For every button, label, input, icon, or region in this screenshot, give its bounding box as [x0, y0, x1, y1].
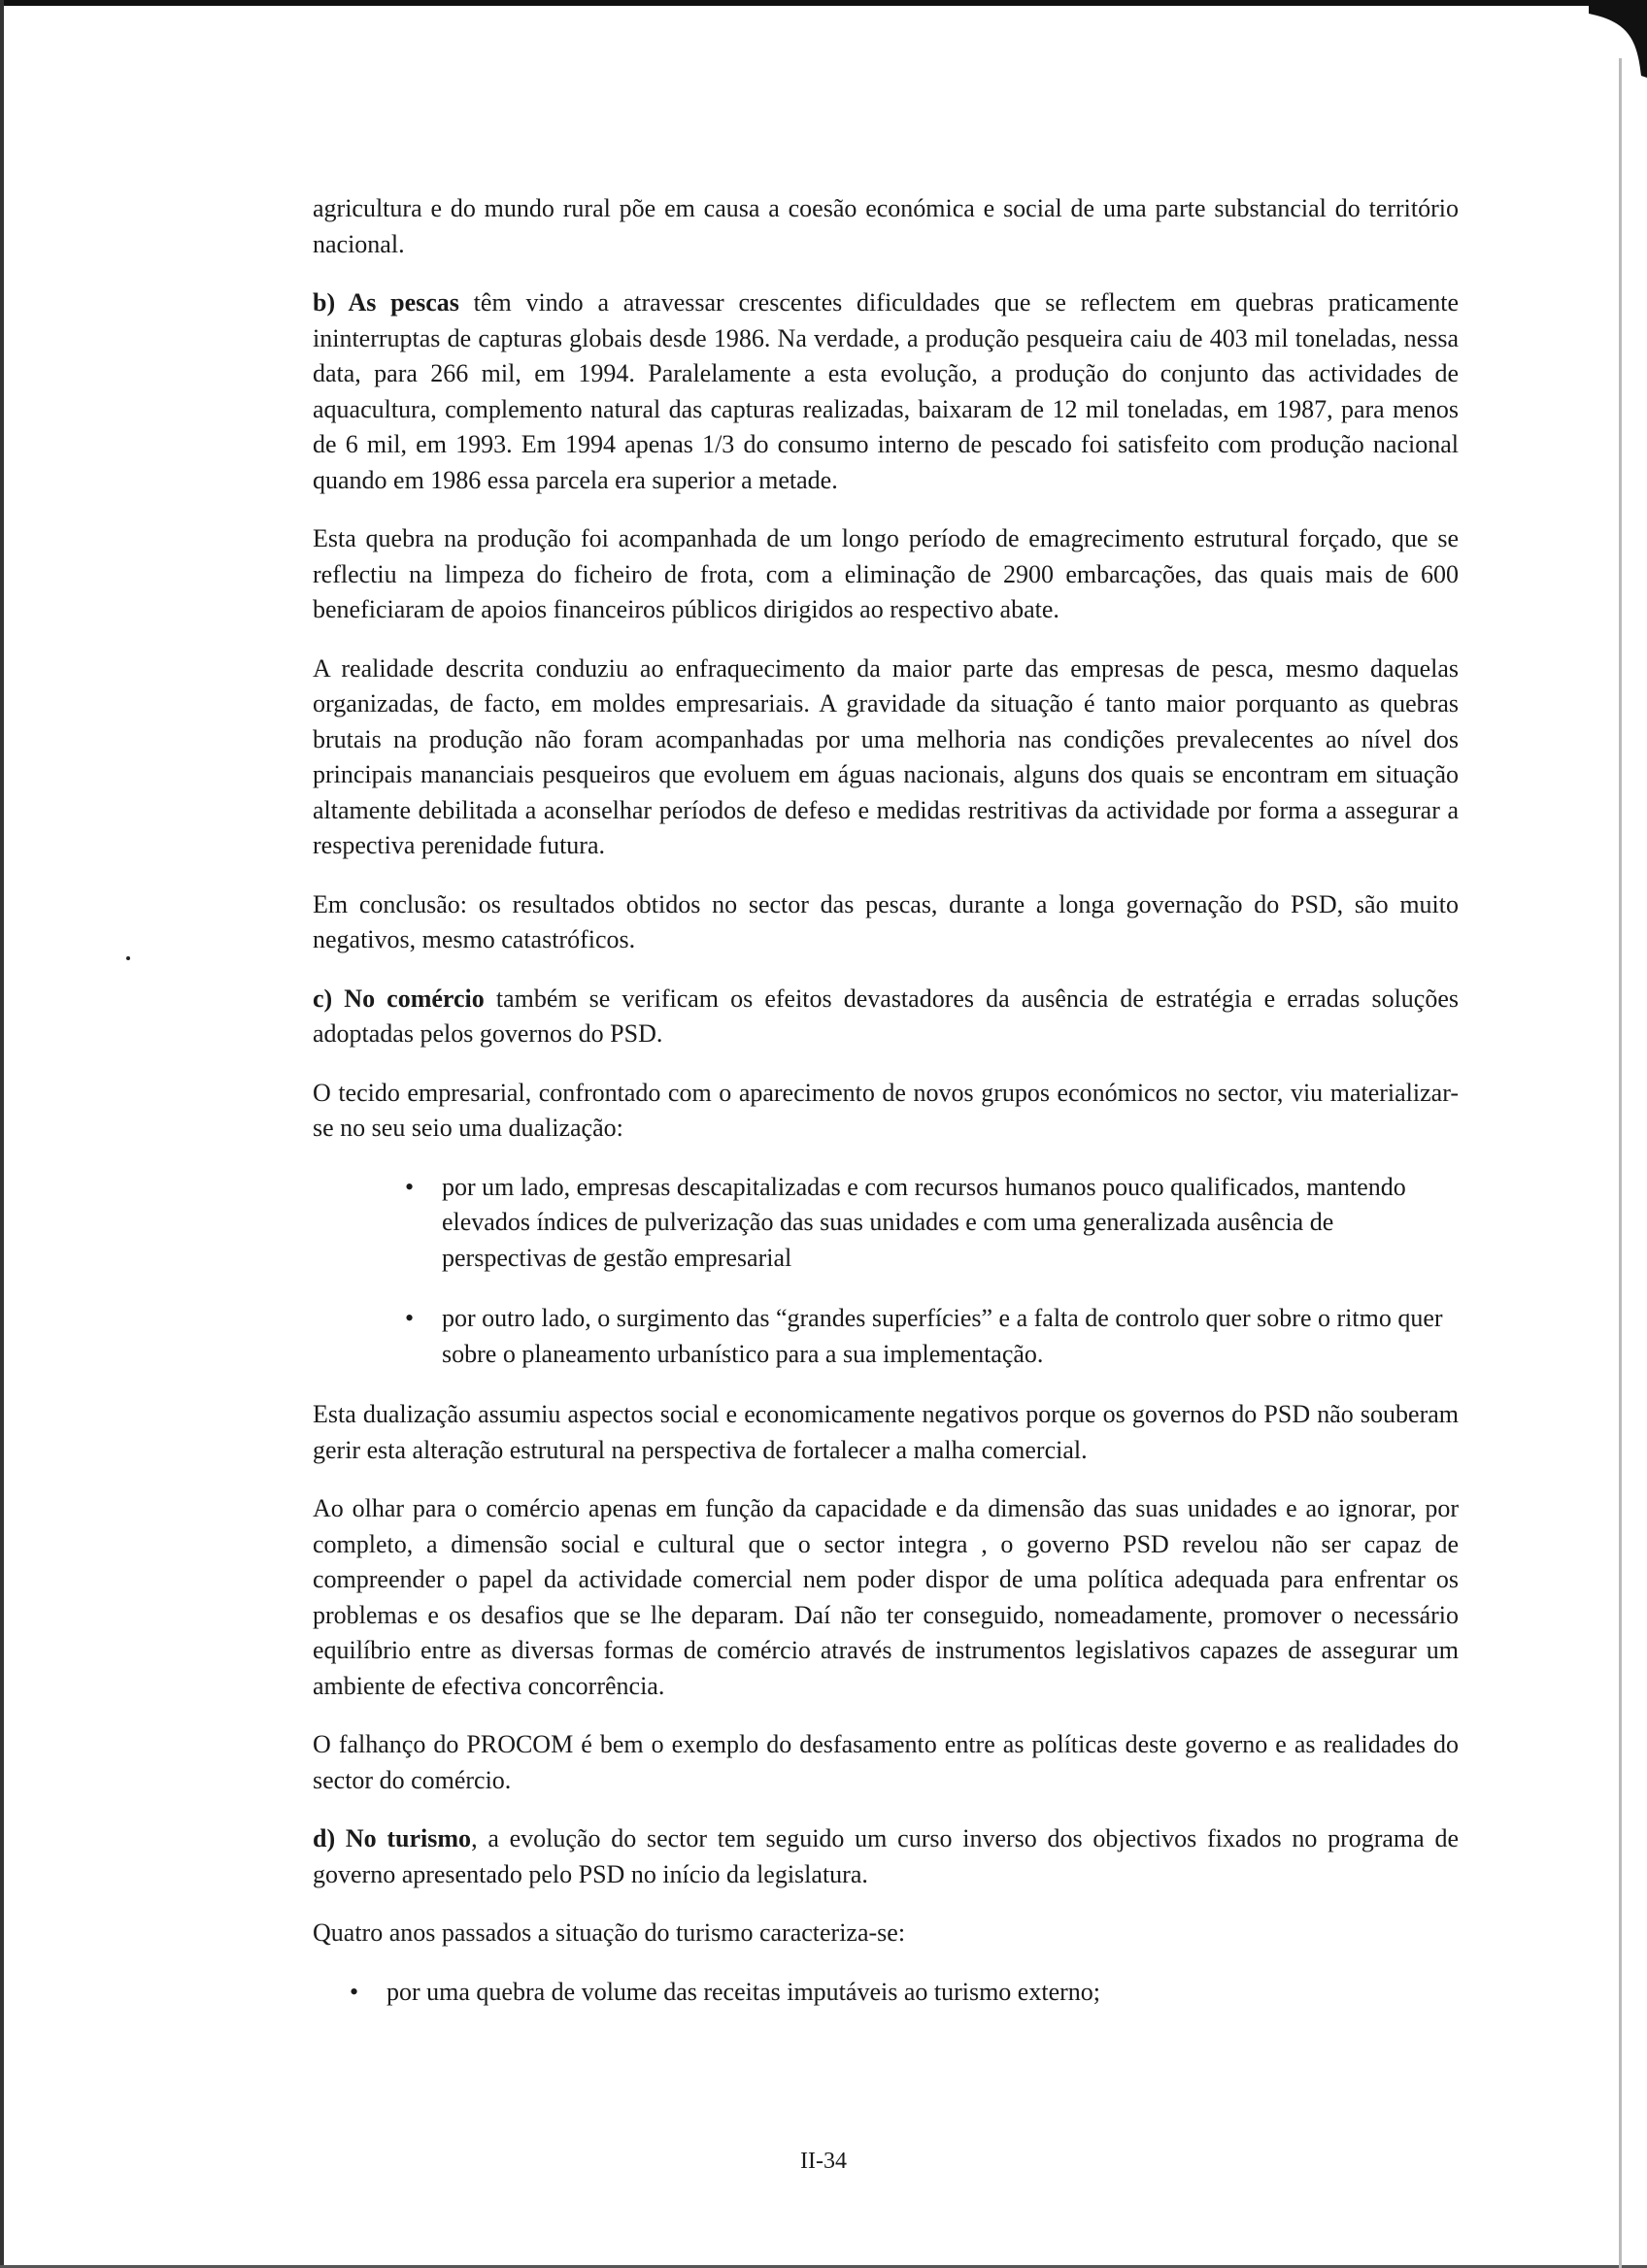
- list-item: [405, 1170, 1459, 1277]
- paragraph-procom: O falhanço do PROCOM é bem o exemplo do desfasamento entre as políticas deste governo e as realidades do sector do comércio.: [313, 1730, 1459, 1794]
- paragraph-pescas: [313, 285, 1459, 498]
- scan-border-top: [0, 0, 1589, 6]
- paragraph-comercio: [313, 982, 1459, 1052]
- list-item-text: por uma quebra de volume das receitas imputáveis ao turismo externo;: [387, 1977, 1100, 2006]
- bullet-icon: •: [350, 1977, 359, 2006]
- paragraph-turismo-text: , a evolução do sector tem seguido um curso inverso dos objectivos fixados no programa de governo apresentado pelo PSD no início da legislatura.: [313, 1824, 1459, 1888]
- paragraph-comercio-text: também se verificam os efeitos devastadores da ausência de estratégia e erradas soluções adoptadas pelos governos do PSD.: [313, 984, 1459, 1048]
- section-label-comercio: c) No comércio: [313, 984, 485, 1013]
- paragraph-pescas-text: têm vindo a atravessar crescentes dificuldades que se reflectem em quebras praticamente ininterruptas de capturas globais desde 1986. Na verdade, a produção pesqueira caiu de 403 mil toneladas, nessa data, para 266 mil, em 1994. Paralelamente a esta evolução, a produção do conjunto das actividades de aquacultura, complemento natural das capturas realizadas, baixaram de 12 mil toneladas, em 1987, para menos de 6 mil, em 1993. Em 1994 apenas 1/3 do consumo interno de pescado foi satisfeito com produção nacional quando em 1986 essa parcela era superior a metade.: [313, 288, 1459, 494]
- bullet-list-turismo: [350, 1975, 1459, 2011]
- scan-corner-mark: [1589, 0, 1647, 78]
- bullet-icon: •: [405, 1304, 415, 1332]
- page-number: II-34: [800, 2149, 847, 2174]
- document-body: [313, 191, 1459, 2035]
- paragraph-quatro-anos: Quatro anos passados a situação do turismo caracteriza-se:: [313, 1918, 906, 1947]
- paragraph-realidade-descrita: A realidade descrita conduziu ao enfraquecimento da maior parte das empresas de pesca, mesmo daquelas organizadas, de facto, em moldes empresariais. A gravidade da situação é tanto maior porquanto as quebras brutais na produção não foram acompanhadas por uma melhoria nas condições prevalecentes ao nível dos principais mananciais pesqueiros que evoluem em águas nacionais, alguns dos quais se encontram em situação altamente debilitada a aconselhar períodos de defeso e medidas restritivas da actividade por forma a assegurar a respectiva perenidade futura.: [313, 653, 1459, 859]
- list-item: [350, 1975, 1459, 2011]
- list-item: [405, 1301, 1459, 1372]
- paragraph-agriculture-continuation: agricultura e do mundo rural põe em causa a coesão económica e social de uma parte substancial do território nacional.: [313, 194, 1459, 258]
- list-item-text: por um lado, empresas descapitalizadas e com recursos humanos pouco qualificados, mantendo elevados índices de pulverização das suas unidades e com uma generalizada ausência de perspectivas de gestão empresarial: [442, 1172, 1406, 1272]
- scan-speck: [126, 956, 130, 960]
- paragraph-quebra-producao: Esta quebra na produção foi acompanhada de um longo período de emagrecimento estrutural forçado, que se reflectiu na limpeza do ficheiro de frota, com a eliminação de 2900 embarcações, das quais mais de 600 beneficiaram de apoios financeiros públicos dirigidos ao respectivo abate.: [313, 524, 1459, 623]
- scan-border-left: [0, 0, 4, 2268]
- scan-border-right: [1619, 58, 1622, 2268]
- list-item-text: por outro lado, o surgimento das “grandes superfícies” e a falta de controlo quer sobre o ritmo quer sobre o planeamento urbanístico para a sua implementação.: [442, 1304, 1443, 1368]
- paragraph-turismo: [313, 1821, 1459, 1892]
- section-label-turismo: d) No turismo: [313, 1824, 472, 1852]
- paragraph-conclusao-pescas: Em conclusão: os resultados obtidos no sector das pescas, durante a longa governação do PSD, são muito negativos, mesmo catastróficos.: [313, 889, 1459, 953]
- paragraph-olhar-comercio: Ao olhar para o comércio apenas em função da capacidade e da dimensão das suas unidades e ao ignorar, por completo, a dimensão social e cultural que o sector integra , o governo PSD revelou não ser capaz de compreender o papel da actividade comercial nem poder dispor de uma política adequada para enfrentar os problemas e os desafios que se lhe deparam. Daí não ter conseguido, nomeadamente, promover o necessário equilíbrio entre as diversas formas de comércio através de instrumentos legislativos capazes de assegurar um ambiente de efectiva concorrência.: [313, 1494, 1459, 1700]
- paragraph-dualizacao-negativa: Esta dualização assumiu aspectos social e economicamente negativos porque os governos do PSD não souberam gerir esta alteração estrutural na perspectiva de fortalecer a malha comercial.: [313, 1400, 1459, 1464]
- paragraph-tecido-empresarial: O tecido empresarial, confrontado com o aparecimento de novos grupos económicos no sector, viu materializar-se no seu seio uma dualização:: [313, 1078, 1459, 1142]
- bullet-icon: •: [405, 1172, 415, 1201]
- bullet-list-dualizacao: [405, 1170, 1459, 1373]
- section-label-pescas: b) As pescas: [313, 288, 459, 317]
